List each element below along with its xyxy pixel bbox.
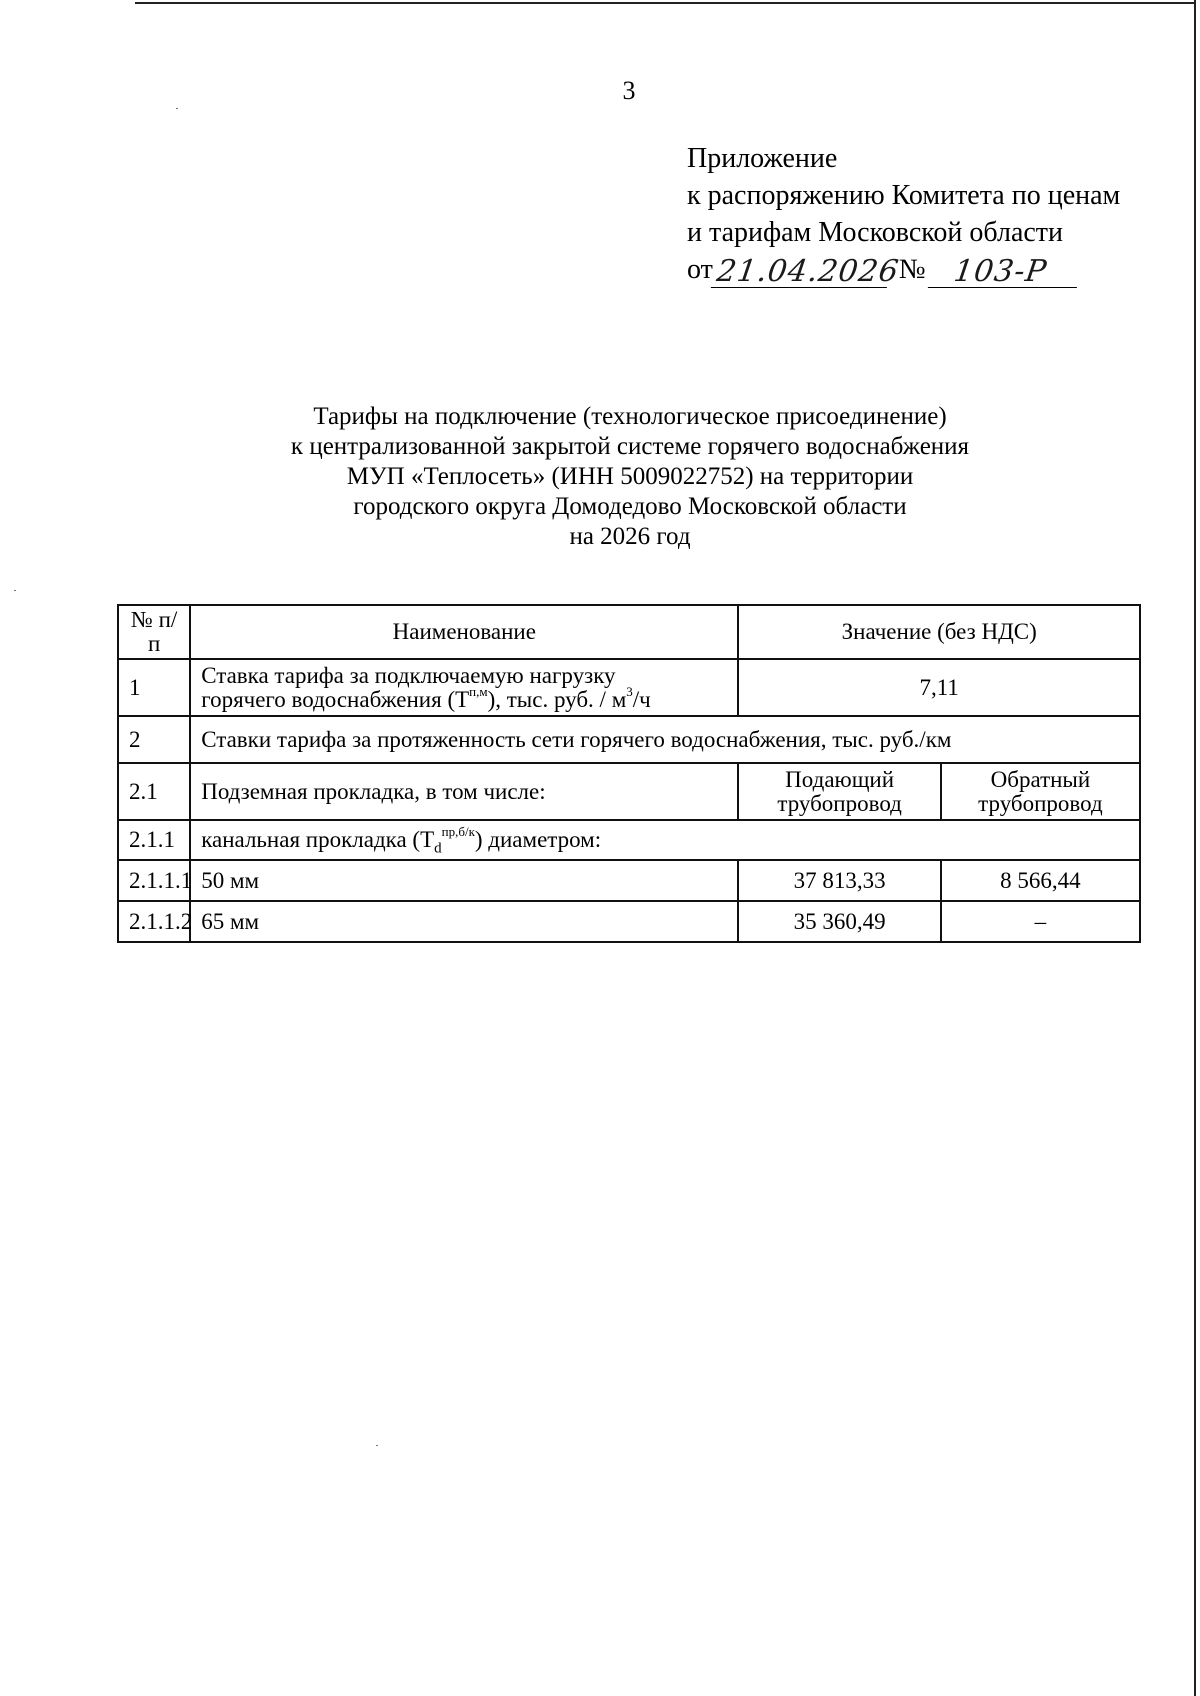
row-num: 2.1.1 bbox=[118, 820, 190, 860]
handwritten-number: 103-Р bbox=[927, 257, 1080, 288]
row-name-text: ) диаметром: bbox=[474, 827, 602, 852]
column-header-line: Обратный bbox=[990, 766, 1091, 792]
row-name-text: канальная прокладка (Т bbox=[201, 827, 435, 852]
header-name: Наименование bbox=[190, 605, 738, 659]
title-line-4: городского округа Домодедово Московской области bbox=[353, 493, 907, 520]
from-label: от bbox=[687, 254, 713, 285]
row-name: Подземная прокладка, в том числе: bbox=[190, 763, 738, 820]
row-name-line-2 bbox=[201, 683, 727, 712]
row-num: 2.1.1.1 bbox=[118, 860, 190, 901]
appendix-block bbox=[687, 140, 1120, 288]
row-name-text: ), тыс. руб. / м bbox=[487, 686, 627, 712]
row-name-text: /ч bbox=[632, 686, 651, 712]
page-number: 3 bbox=[622, 76, 636, 105]
appendix-line-1: Приложение bbox=[687, 143, 838, 174]
column-header-line: трубопровод bbox=[978, 790, 1103, 816]
appendix-line-2: к распоряжению Комитета по ценам bbox=[687, 180, 1121, 211]
page-edge-right bbox=[1194, 0, 1196, 1696]
table-row bbox=[118, 820, 1140, 860]
table-header-row bbox=[118, 605, 1140, 659]
row-num: 1 bbox=[118, 659, 190, 716]
header-value: Значение (без НДС) bbox=[738, 605, 1140, 659]
row-name bbox=[190, 820, 1140, 860]
document-title bbox=[160, 402, 1100, 552]
row-num: 2 bbox=[118, 716, 190, 763]
page-edge-top bbox=[135, 2, 1195, 4]
scan-speck bbox=[176, 108, 178, 109]
row-name bbox=[190, 659, 738, 716]
title-line-2: к централизованной закрытой системе горячего водоснабжения bbox=[290, 433, 970, 460]
row-num: 2.1.1.2 bbox=[118, 901, 190, 942]
title-line-1: Тарифы на подключение (технологическое присоединение) bbox=[313, 403, 947, 430]
table-row bbox=[118, 901, 1140, 942]
header-num: № п/п bbox=[118, 605, 190, 659]
handwritten-date: 21.04.2026 bbox=[711, 257, 891, 288]
superscript: пр,б/к bbox=[441, 824, 475, 840]
row-name-line-1: Ставка тарифа за подключаемую нагрузку bbox=[201, 662, 616, 688]
column-header-return bbox=[941, 763, 1140, 820]
row-value: 7,11 bbox=[738, 659, 1140, 716]
supply-value: 35 360,49 bbox=[738, 901, 940, 942]
column-header-line: Подающий bbox=[785, 766, 895, 792]
scan-speck bbox=[14, 590, 16, 591]
return-value: – bbox=[941, 901, 1140, 942]
appendix-line-3: и тарифам Московской области bbox=[687, 217, 1064, 248]
scan-speck bbox=[376, 1445, 378, 1446]
table-row bbox=[118, 860, 1140, 901]
row-num: 2.1 bbox=[118, 763, 190, 820]
row-name: 50 мм bbox=[190, 860, 738, 901]
column-header-line: трубопровод bbox=[777, 790, 902, 816]
superscript: п,м bbox=[469, 683, 488, 699]
superscript: 3 bbox=[626, 683, 633, 699]
table-row bbox=[118, 763, 1140, 820]
column-header-supply bbox=[738, 763, 940, 820]
supply-value: 37 813,33 bbox=[738, 860, 940, 901]
title-line-5: на 2026 год bbox=[569, 523, 691, 550]
table-row bbox=[118, 659, 1140, 716]
row-name: 65 мм bbox=[190, 901, 738, 942]
row-name-text: горячего водоснабжения (Т bbox=[201, 686, 470, 712]
order-reference bbox=[687, 251, 1120, 288]
number-label: № bbox=[898, 254, 926, 285]
return-value: 8 566,44 bbox=[941, 860, 1140, 901]
table-row bbox=[118, 716, 1140, 763]
subscript: d bbox=[434, 840, 442, 857]
tariff-table bbox=[117, 604, 1141, 943]
title-line-3: МУП «Теплосеть» (ИНН 5009022752) на территории bbox=[346, 463, 914, 490]
row-name: Ставки тарифа за протяженность сети горячего водоснабжения, тыс. руб./км bbox=[190, 716, 1140, 763]
